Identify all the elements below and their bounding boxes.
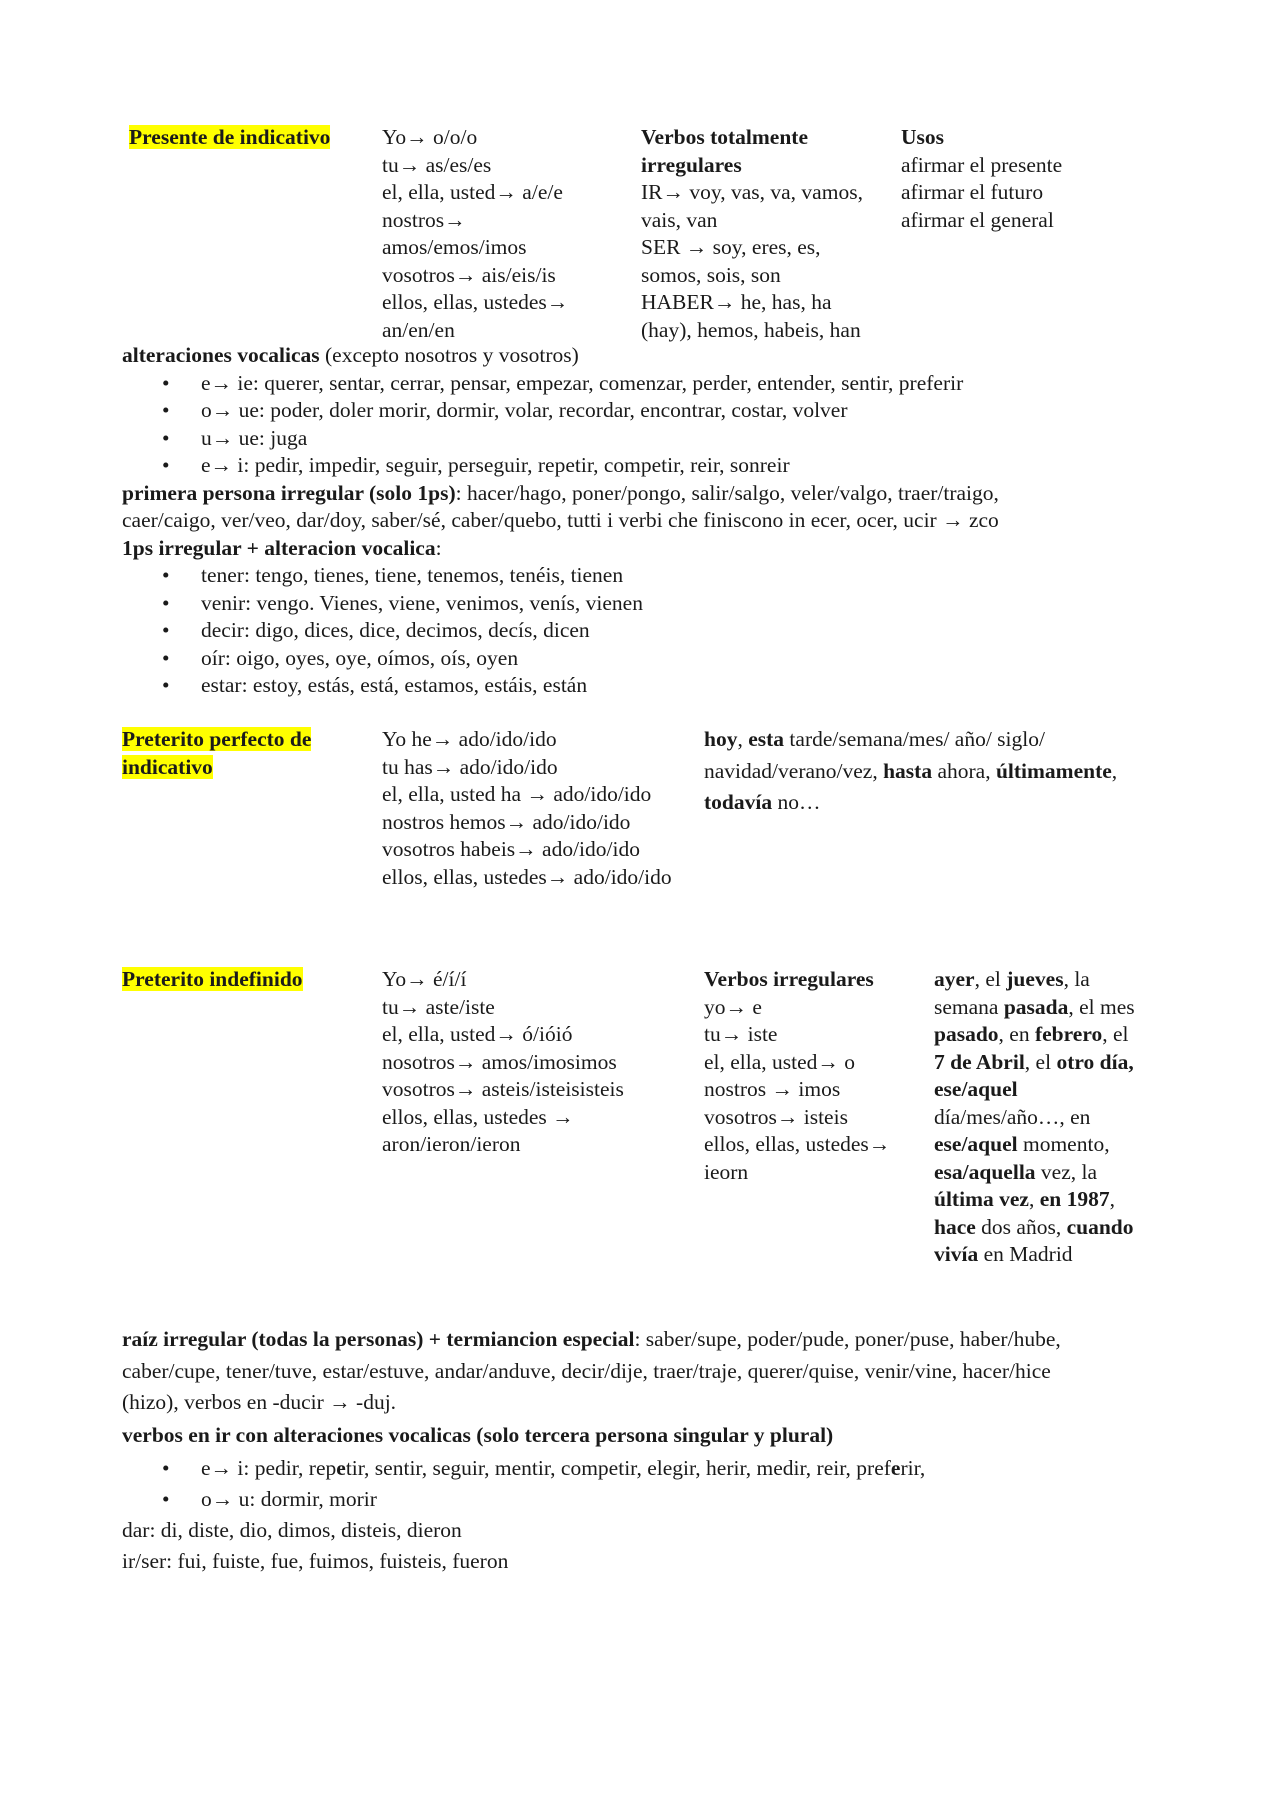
irregular-line: IR→ voy, vas, va, vamos, — [641, 180, 863, 204]
presente-conjugations — [382, 124, 568, 344]
irregular-heading: Verbos irregulares — [704, 967, 874, 991]
conj-line: vosotros habeis→ ado/ido/ido — [382, 837, 640, 861]
conj-line: el, ella, usted ha → ado/ido/ido — [382, 782, 652, 806]
irregular-line: HABER→ he, has, ha — [641, 290, 832, 314]
indefinido-markers: ayer, el jueves, la semana pasada, el mes pasado, en febrero, el 7 de Abril, el otro día, ese/aquel día/mes/año…, en ese/aquel momento, esa/aquella vez, la última vez, en 1987, hace dos años, cuando vivía en Madrid — [934, 967, 1135, 1266]
irregular-line: tu→ iste — [704, 1022, 778, 1046]
conj-line: ellos, ellas, ustedes→ ado/ido/ido — [382, 864, 672, 889]
raiz-irregular: raíz irregular (todas la personas) + termiancion especial: saber/supe, poder/pude, poner/puse, haber/hube, caber/cupe, tener/tuve, estar/estuve, andar/anduve, decir/dije, traer/traje, querer/quise, venir/vine, hacer/hice (hizo), verbos en -ducir → -duj. — [122, 1327, 1061, 1414]
list-item: • e→ ie: querer, sentar, cerrar, pensar, empezar, comenzar, perder, entender, sentir, preferir — [122, 370, 963, 398]
verbos-ir-list — [122, 1453, 925, 1515]
list-item: • estar: estoy, estás, está, estamos, estáis, están — [122, 672, 643, 700]
list-item: • tener: tengo, tienes, tiene, tenemos, tenéis, tienen — [122, 562, 643, 590]
conj-line: Yo→ é/í/í — [382, 967, 467, 991]
list-item: • decir: digo, dices, dice, decimos, decís, dicen — [122, 617, 643, 645]
conj-line: tu→ aste/iste — [382, 994, 495, 1019]
conj-line: el, ella, usted→ a/e/e — [382, 180, 563, 204]
presente-title-text: Presente de indicativo — [129, 125, 331, 149]
conj-line: ellos, ellas, ustedes → — [382, 1104, 574, 1129]
list-item: • o→ ue: poder, doler morir, dormir, volar, recordar, encontrar, costar, volver — [122, 397, 963, 425]
alteraciones-list — [122, 370, 963, 480]
presente-usos — [901, 124, 1062, 234]
presente-title — [129, 124, 330, 152]
conj-line: ellos, ellas, ustedes→ — [382, 290, 569, 314]
dar-line: dar: di, diste, dio, dimos, disteis, dieron — [122, 1518, 462, 1542]
conj-line: nostros→ — [382, 207, 466, 232]
usos-item: afirmar el general — [901, 207, 1054, 232]
conj-line: Yo→ o/o/o — [382, 125, 478, 149]
conj-line: tu has→ ado/ido/ido — [382, 754, 558, 779]
conj-line: amos/emos/imos — [382, 235, 527, 259]
list-item: • e→ i: pedir, impedir, seguir, perseguir, repetir, competir, reir, sonreir — [122, 452, 963, 480]
perfecto-title: Preterito perfecto de indicativo — [122, 727, 312, 779]
ps-irregular-heading: 1ps irregular + alteracion vocalica: — [122, 535, 442, 560]
conj-line: Yo he→ ado/ido/ido — [382, 727, 557, 751]
list-item: • oír: oigo, oyes, oye, oímos, oís, oyen — [122, 645, 643, 673]
conj-line: nosotros→ amos/imosimos — [382, 1049, 617, 1074]
irregular-line: vais, van — [641, 207, 718, 232]
indefinido-title: Preterito indefinido — [122, 967, 303, 991]
conj-line: tu→ as/es/es — [382, 152, 492, 177]
irregular-line: SER → soy, eres, es, — [641, 235, 821, 259]
irregular-line: somos, sois, son — [641, 262, 781, 287]
irregular-line: nostros → imos — [704, 1077, 841, 1101]
irregular-line: yo→ e — [704, 994, 762, 1019]
ps-irregular-list — [122, 562, 643, 700]
usos-item: afirmar el presente — [901, 152, 1063, 177]
list-item: • e→ i: pedir, repetir, sentir, seguir, mentir, competir, elegir, herir, medir, reir, preferir, — [122, 1453, 925, 1484]
irregular-line: vosotros→ isteis — [704, 1104, 848, 1129]
conj-line: nostros hemos→ ado/ido/ido — [382, 809, 631, 834]
conj-line: an/en/en — [382, 317, 455, 342]
conj-line: aron/ieron/ieron — [382, 1132, 521, 1156]
irregular-heading: Verbos totalmente irregulares — [641, 125, 808, 177]
irregular-line: (hay), hemos, habeis, han — [641, 317, 861, 342]
ir-ser-line: ir/ser: fui, fuiste, fue, fuimos, fuisteis, fueron — [122, 1549, 509, 1573]
primera-persona-line-2: caer/caigo, ver/veo, dar/doy, saber/sé, caber/quebo, tutti i verbi che finiscono in ecer, ocer, ucir → zco — [122, 508, 999, 532]
perfecto-conjugations — [382, 726, 672, 891]
alteraciones-heading: alteraciones vocalicas (excepto nosotros y vosotros) — [122, 343, 579, 367]
verbos-ir-heading: verbos en ir con alteraciones vocalicas (solo tercera persona singular y plural) — [122, 1423, 834, 1447]
usos-item: afirmar el futuro — [901, 180, 1044, 204]
usos-heading: Usos — [901, 125, 945, 149]
perfecto-markers: hoy, esta tarde/semana/mes/ año/ siglo/ navidad/verano/vez, hasta ahora, últimamente, todavía no… — [704, 727, 1118, 814]
conj-line: vosotros→ asteis/isteisisteis — [382, 1077, 624, 1101]
list-item: • o→ u: dormir, morir — [122, 1484, 925, 1515]
conj-line: vosotros→ ais/eis/is — [382, 262, 556, 287]
indefinido-conjugations — [382, 966, 624, 1159]
list-item: • venir: vengo. Vienes, viene, venimos, venís, vienen — [122, 590, 643, 618]
indefinido-irregulares — [704, 966, 890, 1186]
irregular-line: ellos, ellas, ustedes→ — [704, 1132, 891, 1156]
list-item: • u→ ue: juga — [122, 425, 963, 453]
conj-line: el, ella, usted→ ó/ióió — [382, 1022, 573, 1046]
irregular-line: ieorn — [704, 1159, 749, 1184]
primera-persona-line-1: primera persona irregular (solo 1ps): hacer/hago, poner/pongo, salir/salgo, veler/valgo, traer/traigo, — [122, 480, 999, 505]
presente-irregulares — [641, 124, 863, 344]
irregular-line: el, ella, usted→ o — [704, 1049, 856, 1074]
